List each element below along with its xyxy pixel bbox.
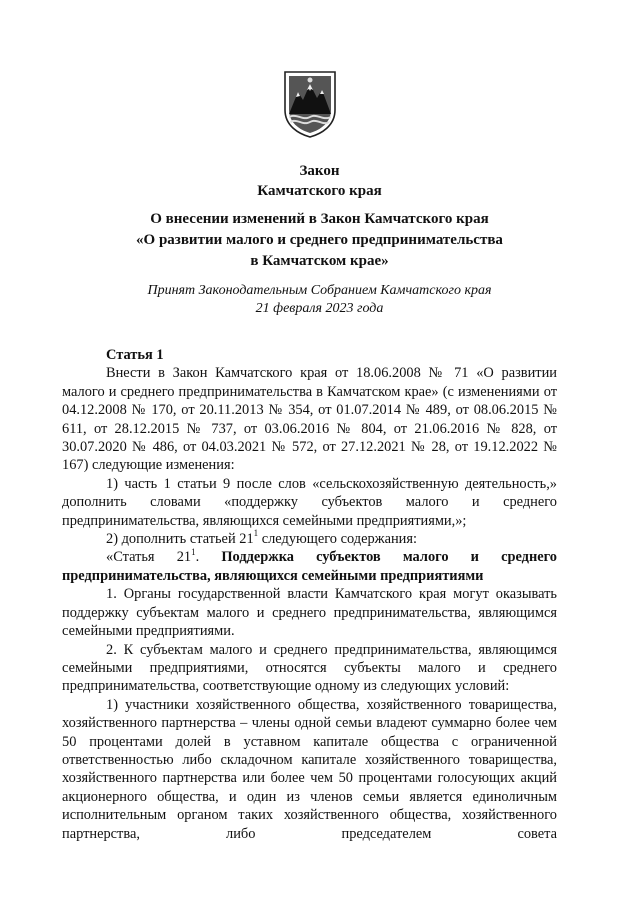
title-line: Закон <box>299 163 340 179</box>
adoption-date: 21 февраля 2023 года <box>255 301 384 316</box>
new-article-prefix: «Статья 21 <box>106 549 192 566</box>
item2-superscript: 1 <box>253 528 259 539</box>
condition-1: 1) участники хозяйственного общества, хозяйственного товарищества, хозяйственного партнерства – члены одной семьи владеют суммарно более чем 50 процентами долей в уставном капитале общества с ограниченной ответственностью либо складочном капитале хозяйственного товарищества, хозяйственного партнерства или более чем 50 процентами голосующих акций акционерного общества, и один из членов семьи является единоличным исполнительным органом таких хозяйственного общества, хозяйственного партнерства, либо председателем совета <box>62 696 557 842</box>
new-article-superscript: 1 <box>191 546 196 557</box>
title-line: Камчатского края <box>257 183 382 199</box>
article-heading: Статья 1 <box>106 347 164 363</box>
new-article-dot: . <box>195 549 200 566</box>
subject-line: О внесении изменений в Закон Камчатского края <box>150 211 489 227</box>
kamchatka-coat-of-arms-icon <box>281 70 339 138</box>
new-article-title: Поддержка субъектов малого и среднего предпринимательства, являющихся семейными предприятиями <box>62 549 557 584</box>
law-body <box>62 346 557 843</box>
adoption-line: Принят Законодательным Собранием Камчатского края <box>147 283 492 298</box>
subject-line: «О развитии малого и среднего предпринимательства <box>136 232 503 248</box>
new-article-heading <box>62 548 557 585</box>
law-subject <box>0 209 639 272</box>
amendment-item-1: 1) часть 1 статьи 9 после слов «сельскохозяйственную деятельность,» дополнить словами «поддержку субъектов малого и среднего предпринимательства, являющихся семейными предприятиями,»; <box>62 475 557 529</box>
subject-line: в Камчатском крае» <box>250 253 389 269</box>
item2-prefix: 2) дополнить статьей 21 <box>106 531 254 548</box>
law-title <box>0 161 639 201</box>
article-intro: Внести в Закон Камчатского края от 18.06.2008 № 71 «О развитии малого и среднего предпринимательства в Камчатском крае» (с изменениями от 04.12.2008 № 170, от 20.11.2013 № 354, от 01.07.2014 № 489, от 08.06.2015 № 611, от 28.12.2015 № 737, от 03.06.2016 № 804, от 21.06.2016 № 828, от 30.07.2020 № 486, от 04.03.2021 № 572, от 27.12.2021 № 28, от 19.12.2022 № 167) следующие изменения: <box>62 365 557 474</box>
adoption-note <box>0 282 639 318</box>
new-article-part-1: 1. Органы государственной власти Камчатского края могут оказывать поддержку субъектам малого и среднего предпринимательства, являющимся семейными предприятиями. <box>62 586 557 640</box>
new-article-part-2: 2. К субъектам малого и среднего предпринимательства, являющимся семейными предприятиями, относятся субъекты малого и среднего предпринимательства, соответствующие одному из следующих условий: <box>62 641 557 695</box>
amendment-item-2 <box>62 530 557 548</box>
item2-suffix: следующего содержания: <box>258 531 417 548</box>
